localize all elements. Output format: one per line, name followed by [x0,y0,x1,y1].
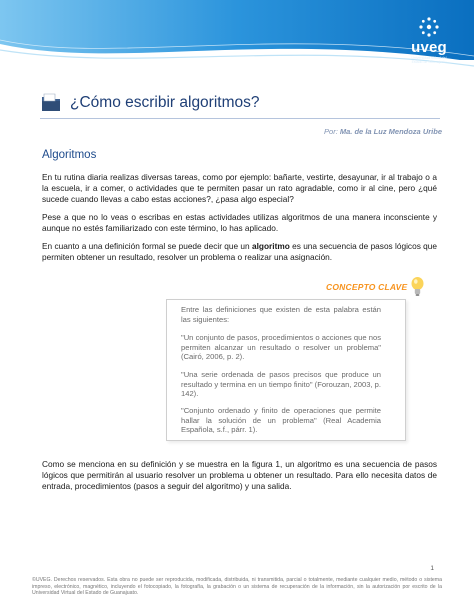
banner-wave-graphic [0,0,474,78]
lightbulb-icon [410,276,425,298]
definition-forouzan: "Una serie ordenada de pasos precisos que produce un resultado y termina en un tiempo finito" (Forouzan, 2003, p. 142). [181,370,381,399]
author-line [324,127,442,136]
author-name: Ma. de la Luz Mendoza Uribe [339,127,442,136]
copyright-footer: ©UVEG. Derechos reservados. Esta obra no puede ser reproducida, modificada, distribuida, ni transmitida, parcial o totalmente, mediante cualquier medio, método o sistema impreso, electrónico, magnético, incluyendo el fotocopiado, la fotografía, la grabación o un sistema de recuperación de la información, sin la autorización por escrito de la Universidad Virtual del Estado de Guanajuato. [32,577,442,597]
paragraph-4: Como se menciona en su definición y se muestra en la figura 1, un algoritmo es una secuencia de pasos lógicos que permitirán al usuario resolver un problema u obtener un resultado. Para ello necesita datos de entrada, procedimientos (pasos a seguir del algoritmo) y una salida. [42,459,437,491]
logo-name: uveg [411,39,447,56]
folder-icon [40,92,62,114]
title-row [40,92,260,114]
paragraph-1: En tu rutina diaria realizas diversas tareas, como por ejemplo: bañarte, vestirte, desayunar, ir al trabajo o a la escuela, ir a comer, o actividades que te permiten pasar un rato agradable, como ir al cine, pero ¿qué sucede cuando llevas a cabo estas acciones?, ¿pasa algo especial? [42,172,437,204]
title-divider [40,118,440,119]
paragraph-3-text-b: es una secuencia de pasos lógicos que permiten obtener un resultado, resolver un problema o realizar una asignación. [42,241,438,262]
paragraph-3-text-a: En cuanto a una definición formal se puede decir que un [42,241,252,251]
concept-key-label [326,276,425,298]
algoritmo-term: algoritmo [251,241,290,251]
definition-rae: "Conjunto ordenado y finito de operaciones que permite hallar la solución de un problema" (Real Academia Española, s.f., párr. 1). [181,406,381,435]
paragraph-2: Pese a que no lo veas o escribas en estas actividades utilizas algoritmos de una manera inconsciente y aunque no estés familiarizado con este término, lo has aplicado. [42,212,437,233]
section-heading: Algoritmos [42,149,97,161]
concept-label-text: CONCEPTO CLAVE [326,282,408,292]
uveg-logo[interactable] [406,16,452,64]
page-title: ¿Cómo escribir algoritmos? [70,94,260,111]
definitions-box [166,299,406,441]
page-number: 1 [430,565,434,572]
paragraph-3 [42,241,437,263]
definition-cairo: "Un conjunto de pasos, procedimientos o acciones que nos permiten alcanzar un resultado o resolver un problema" (Cairó, 2006, p. 2). [181,333,381,362]
logo-subtext: Universidad Virtual del Estado de Guanajuato [411,56,447,64]
definitions-intro: Entre las definiciones que existen de esta palabra están las siguientes: [181,305,381,324]
header-banner [0,0,474,78]
author-prefix: Por: [324,127,338,136]
uveg-logo-icon [418,16,440,38]
